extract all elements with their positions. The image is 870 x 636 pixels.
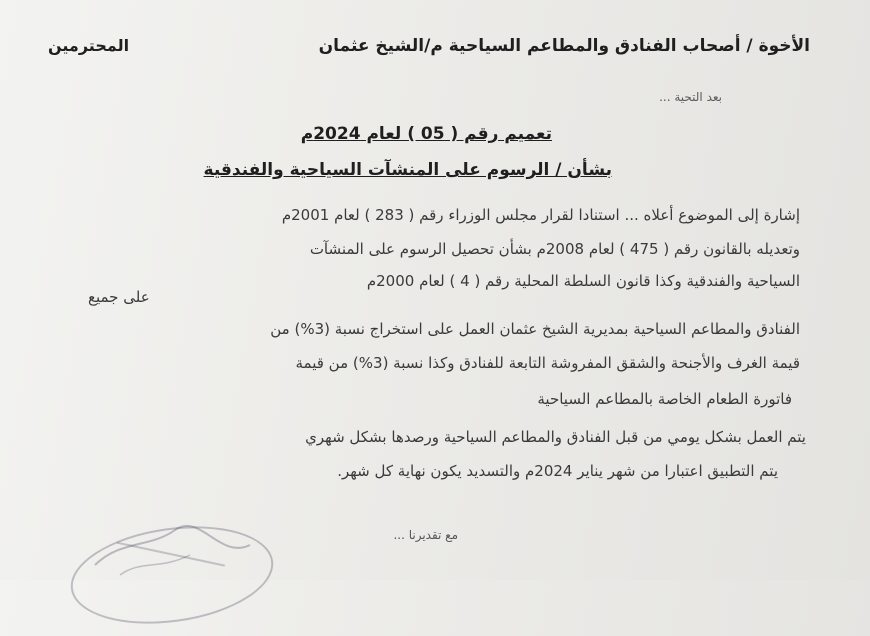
greeting: بعد التحية ... xyxy=(659,90,722,104)
body-line: الفنادق والمطاعم السياحية بمديرية الشيخ عثمان العمل على استخراج نسبة (3%) من xyxy=(270,320,800,338)
body-line: وتعديله بالقانون رقم ( 475 ) لعام 2008م بشأن تحصيل الرسوم على المنشآت xyxy=(309,240,800,258)
stamp-mark xyxy=(109,542,225,606)
body-line: يتم التطبيق اعتبارا من شهر يناير 2024م والتسديد يكون نهاية كل شهر. xyxy=(337,462,778,480)
circular-number xyxy=(301,124,552,144)
subject-line xyxy=(204,160,612,180)
body-line: يتم العمل بشكل يومي من قبل الفنادق والمطاعم السياحية ورصدها بشكل شهري xyxy=(305,428,806,446)
body-line: إشارة إلى الموضوع أعلاه ... استنادا لقرار مجلس الوزراء رقم ( 283 ) لعام 2001م xyxy=(281,206,800,224)
body-line: فاتورة الطعام الخاصة بالمطاعم السياحية xyxy=(537,390,792,408)
subject-text: بشأن / الرسوم على المنشآت السياحية والفندقية xyxy=(203,160,612,180)
honorific: المحترمين xyxy=(48,36,130,55)
circular-number-text: تعميم رقم ( 05 ) لعام 2024م xyxy=(300,124,552,144)
closing-line: مع تقديرنا ... xyxy=(393,528,458,542)
body-line: السياحية والفندقية وكذا قانون السلطة المحلية رقم ( 4 ) لعام 2000م xyxy=(366,272,800,290)
body-line: على جميع xyxy=(88,288,150,306)
body-line: قيمة الغرف والأجنحة والشقق المفروشة التابعة للفنادق وكذا نسبة (3%) من قيمة xyxy=(295,354,800,372)
recipient-line: الأخوة / أصحاب الفنادق والمطاعم السياحية م/الشيخ عثمان xyxy=(318,36,810,56)
